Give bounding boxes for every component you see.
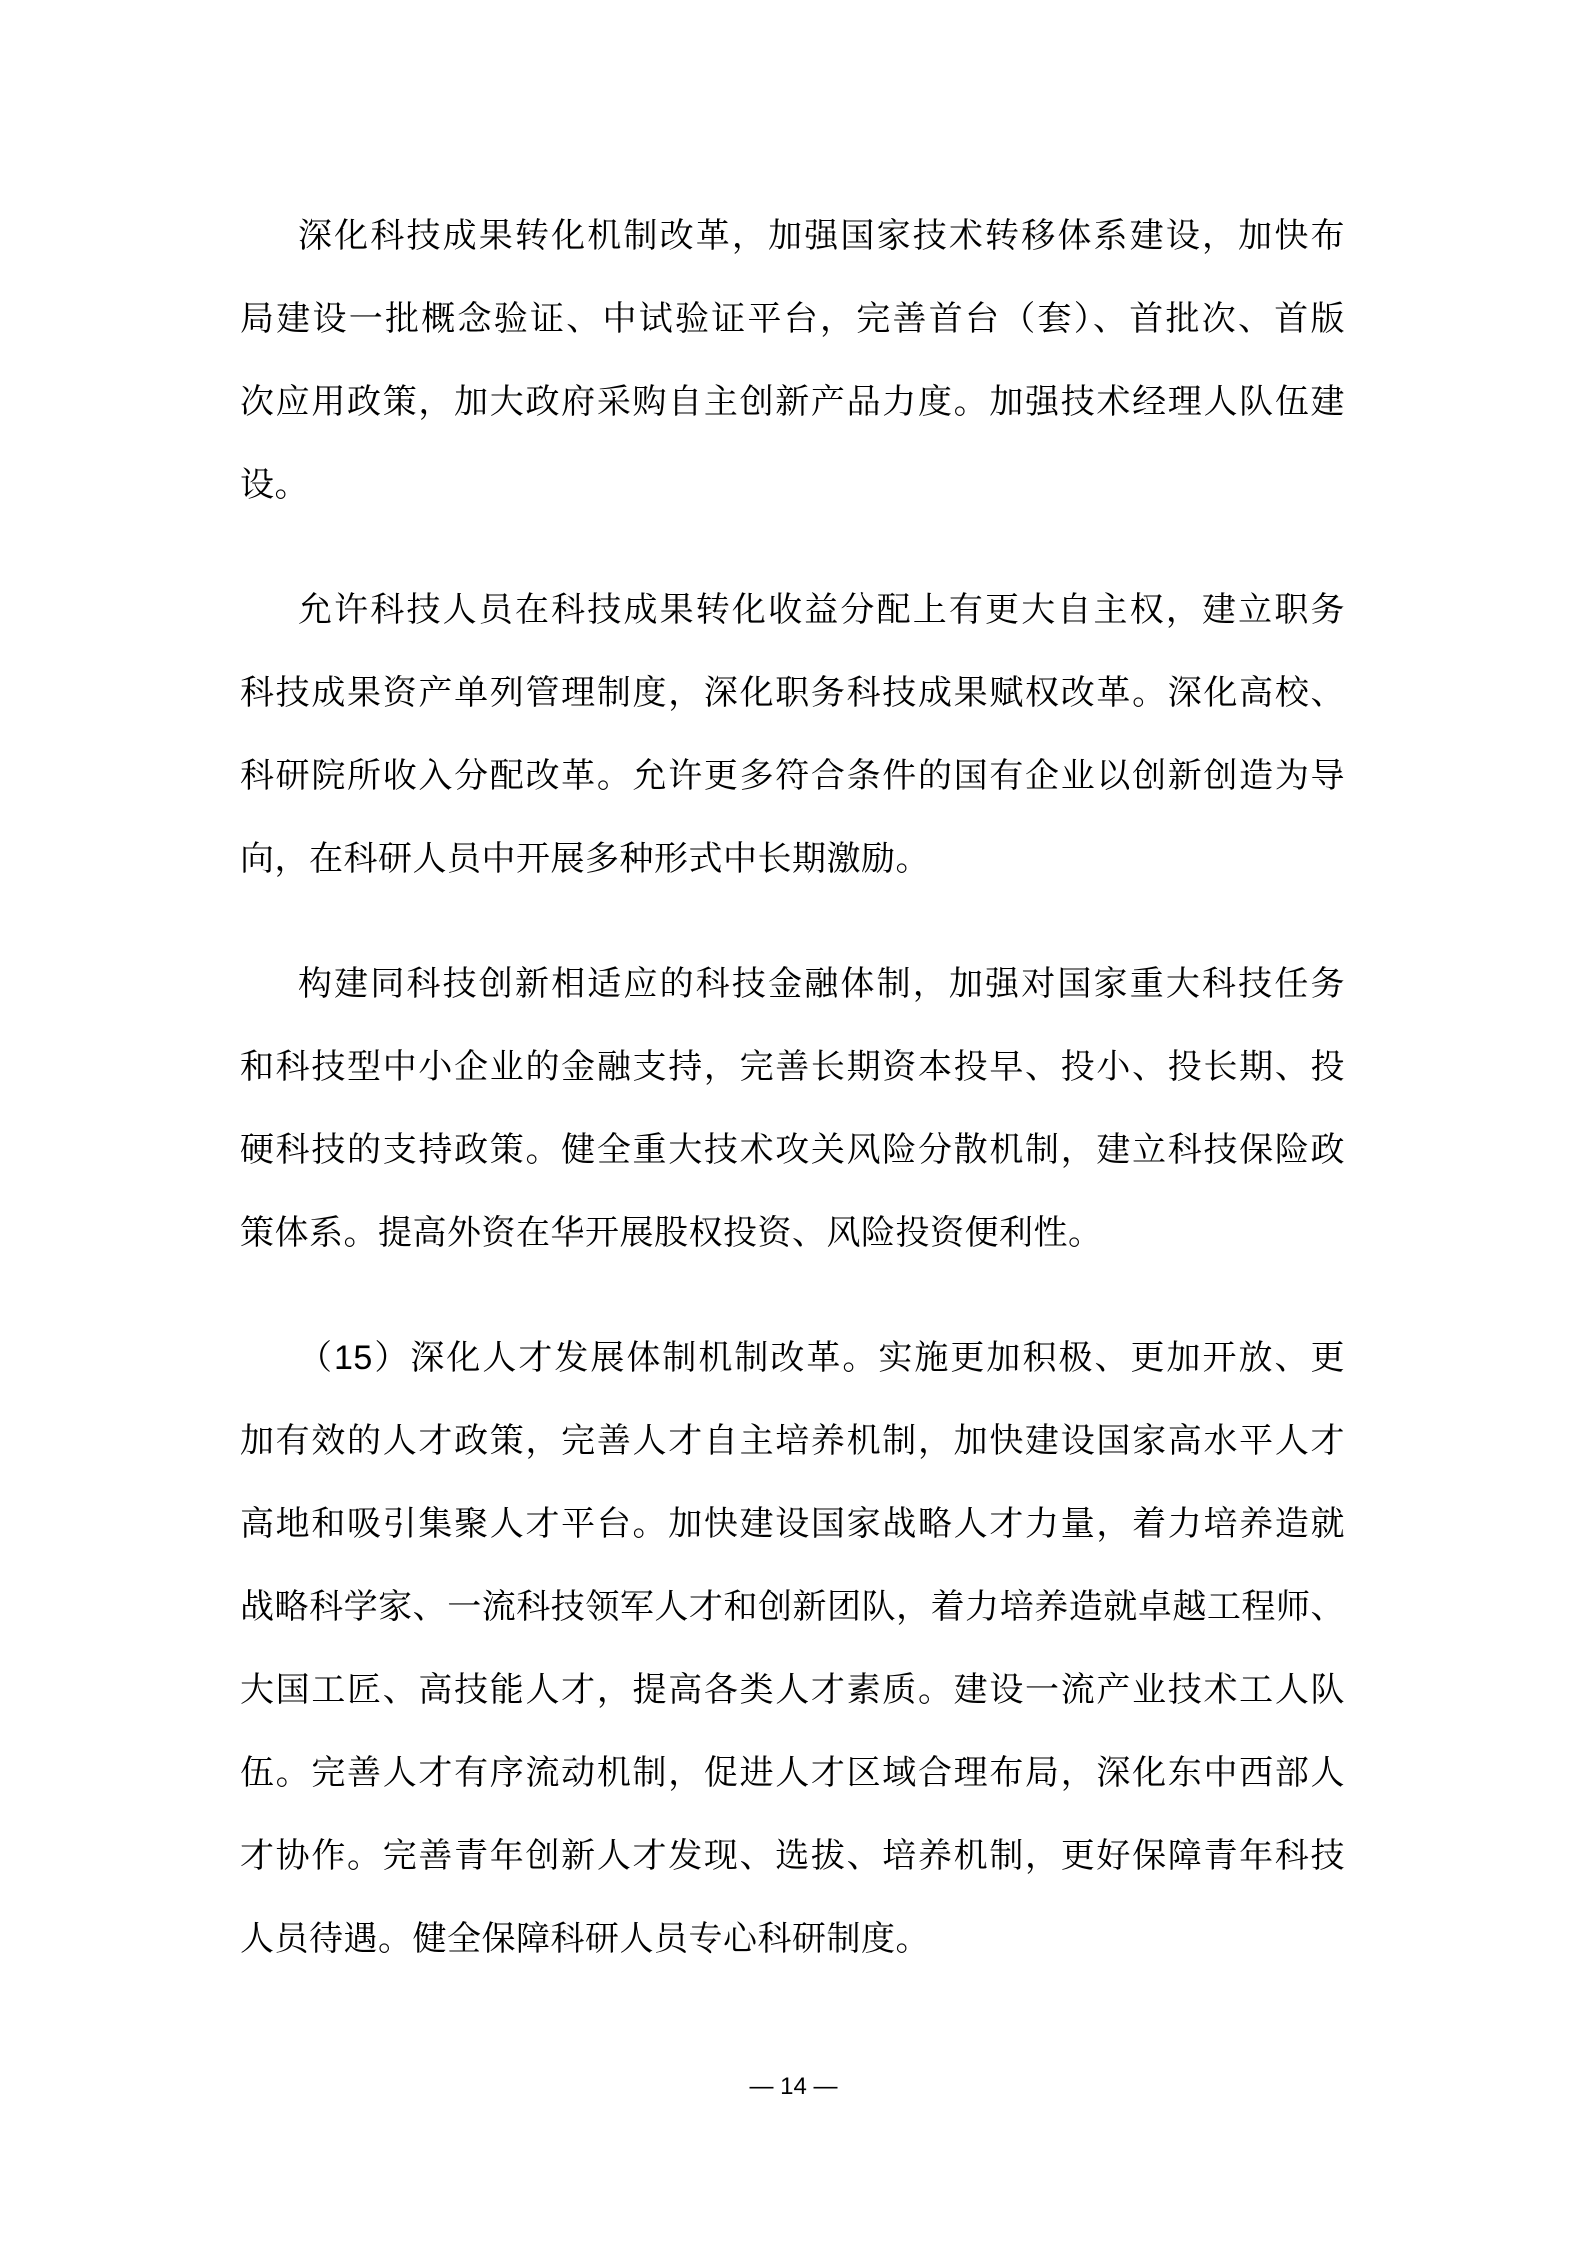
- text-line: 允许科技人员在科技成果转化收益分配上有更大自主权，建立职务: [298, 591, 1345, 629]
- text-line: （15）深化人才发展体制机制改革。实施更加积极、更加开放、更: [298, 1339, 1345, 1377]
- text-line: 战略科学家、一流科技领军人才和创新团队，着力培养造就卓越工程师、: [240, 1588, 1345, 1626]
- paragraph: [240, 1317, 1345, 1981]
- document-body: [240, 195, 1345, 1981]
- page-footer: [0, 2072, 1587, 2102]
- text-line: 设。: [240, 466, 309, 504]
- paragraph: [240, 569, 1345, 901]
- text-line: 策体系。提高外资在华开展股权投资、风险投资便利性。: [240, 1214, 1103, 1252]
- text-line: 深化科技成果转化机制改革，加强国家技术转移体系建设，加快布: [298, 217, 1345, 255]
- text-line: 次应用政策，加大政府采购自主创新产品力度。加强技术经理人队伍建: [240, 383, 1345, 421]
- text-line: 和科技型中小企业的金融支持，完善长期资本投早、投小、投长期、投: [240, 1048, 1345, 1086]
- paragraph: [240, 195, 1345, 527]
- text-line: 构建同科技创新相适应的科技金融体制，加强对国家重大科技任务: [298, 965, 1345, 1003]
- text-line: 硬科技的支持政策。健全重大技术攻关风险分散机制，建立科技保险政: [240, 1131, 1345, 1169]
- page-number: — 14 —: [749, 2073, 838, 2100]
- paragraph: [240, 943, 1345, 1275]
- text-line: 大国工匠、高技能人才，提高各类人才素质。建设一流产业技术工人队: [240, 1671, 1345, 1709]
- text-line: 加有效的人才政策，完善人才自主培养机制，加快建设国家高水平人才: [240, 1422, 1345, 1460]
- text-line: 局建设一批概念验证、中试验证平台，完善首台（套）、首批次、首版: [240, 300, 1345, 338]
- text-line: 科研院所收入分配改革。允许更多符合条件的国有企业以创新创造为导: [240, 757, 1345, 795]
- text-line: 向，在科研人员中开展多种形式中长期激励。: [240, 840, 930, 878]
- text-line: 伍。完善人才有序流动机制，促进人才区域合理布局，深化东中西部人: [240, 1754, 1345, 1792]
- text-line: 人员待遇。健全保障科研人员专心科研制度。: [240, 1920, 930, 1958]
- text-line: 科技成果资产单列管理制度，深化职务科技成果赋权改革。深化高校、: [240, 674, 1345, 712]
- text-line: 才协作。完善青年创新人才发现、选拔、培养机制，更好保障青年科技: [240, 1837, 1345, 1875]
- text-line: 高地和吸引集聚人才平台。加快建设国家战略人才力量，着力培养造就: [240, 1505, 1345, 1543]
